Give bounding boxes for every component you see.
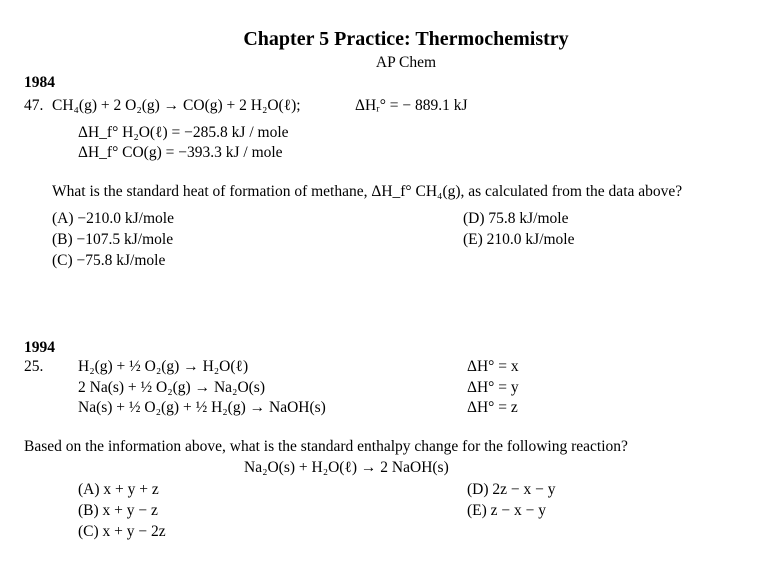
q2-equation-2: 2 Na(s) + ½ O₂(g) → Na₂O(s) xyxy=(78,379,265,396)
q1-year: 1984 xyxy=(24,74,55,91)
q1-option-e: (E) 210.0 kJ/mole xyxy=(463,231,575,248)
q2-option-c: (C) x + y − 2z xyxy=(78,523,166,540)
q1-option-d: (D) 75.8 kJ/mole xyxy=(463,210,569,227)
q1-given-h2o: ΔH_f° H₂O(ℓ) = −285.8 kJ / mole xyxy=(78,124,289,141)
q1-delta-hr: ΔHᵣ° = − 889.1 kJ xyxy=(355,97,468,114)
q2-dh-1: ΔH° = x xyxy=(467,358,519,375)
q2-dh-2: ΔH° = y xyxy=(467,379,519,396)
q2-dh-3: ΔH° = z xyxy=(467,399,518,416)
q1-equation: CH₄(g) + 2 O₂(g) → CO(g) + 2 H₂O(ℓ); xyxy=(52,97,301,114)
page-subtitle: AP Chem xyxy=(375,54,437,71)
q2-question: Based on the information above, what is the standard enthalpy change for the following reaction? xyxy=(24,438,628,455)
q1-question: What is the standard heat of formation of methane, ΔH_f° CH₄(g), as calculated from the data above? xyxy=(52,183,683,200)
q1-option-b: (B) −107.5 kJ/mole xyxy=(52,231,174,248)
q2-option-a: (A) x + y + z xyxy=(78,481,159,498)
q1-given-co: ΔH_f° CO(g) = −393.3 kJ / mole xyxy=(78,144,283,161)
q2-reaction: Na₂O(s) + H₂O(ℓ) → 2 NaOH(s) xyxy=(244,459,449,476)
q2-equation-1: H₂(g) + ½ O₂(g) → H₂O(ℓ) xyxy=(78,358,249,375)
q2-option-e: (E) z − x − y xyxy=(467,502,547,519)
q2-equation-3: Na(s) + ½ O₂(g) + ½ H₂(g) → NaOH(s) xyxy=(78,399,326,416)
q2-number: 25. xyxy=(24,358,44,375)
q2-year: 1994 xyxy=(24,339,55,356)
q2-option-d: (D) 2z − x − y xyxy=(467,481,556,498)
page-title: Chapter 5 Practice: Thermochemistry xyxy=(243,28,569,50)
q1-option-c: (C) −75.8 kJ/mole xyxy=(52,252,166,269)
q2-option-b: (B) x + y − z xyxy=(78,502,158,519)
q1-number: 47. xyxy=(24,97,44,114)
q1-option-a: (A) −210.0 kJ/mole xyxy=(52,210,174,227)
